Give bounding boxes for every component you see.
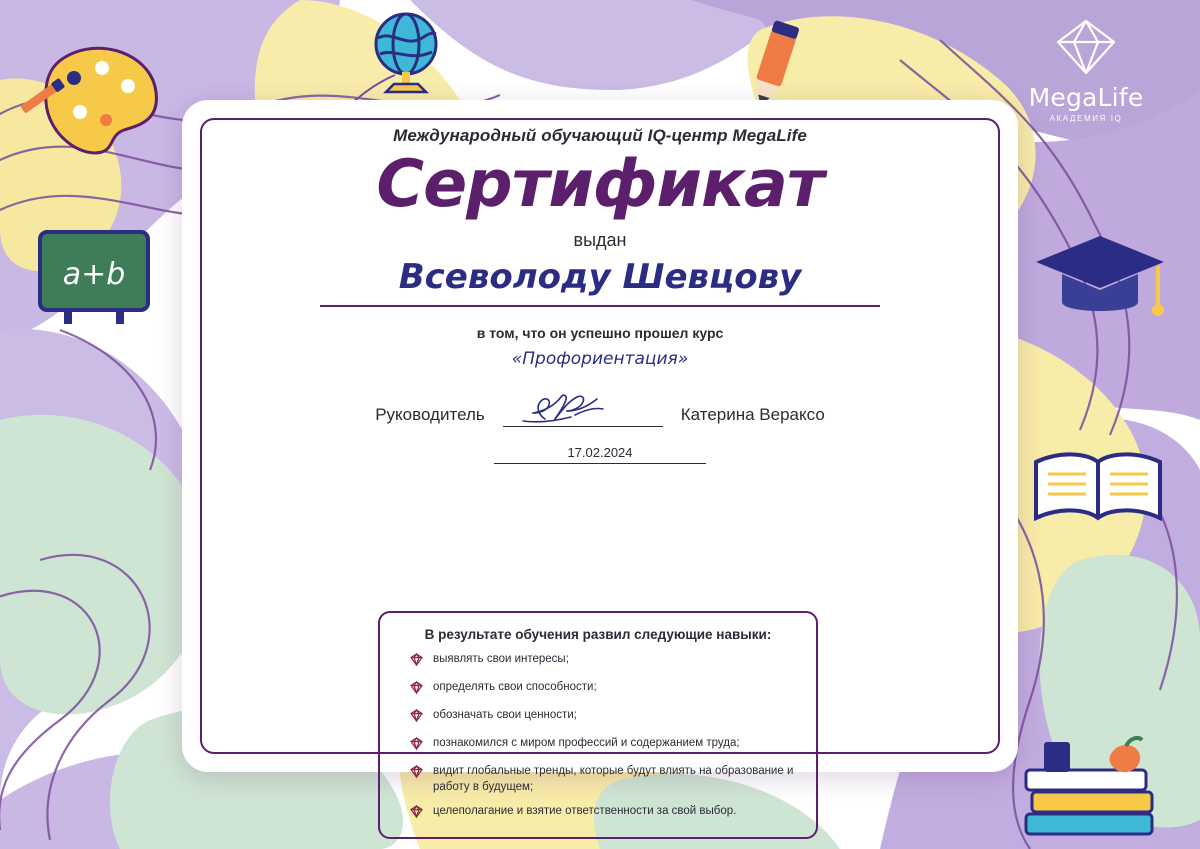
svg-text:a+b: a+b	[62, 257, 126, 292]
recipient-underline	[320, 305, 880, 307]
megalife-logo	[1016, 18, 1156, 128]
course-name: «Профориентация»	[511, 349, 689, 370]
list-item	[410, 680, 798, 699]
signature-underline	[503, 426, 663, 428]
skills-box	[378, 611, 818, 839]
date-underline	[494, 463, 706, 465]
signature-slot	[503, 393, 663, 427]
course-intro-text: в том, что он успешно прошел курс	[476, 325, 724, 342]
certificate-content	[182, 100, 1018, 464]
organization-line: Международный обучающий IQ-центр MegaLife	[393, 126, 807, 145]
logo-subtitle: АКАДЕМИЯ IQ	[1049, 114, 1123, 123]
logo-wordmark	[1016, 83, 1156, 112]
skill-text: познакомился с миром профессий и содержанием труда;	[433, 737, 740, 749]
logo-word-mega: Mega	[1028, 83, 1098, 112]
skill-text: обозначать свои ценности;	[433, 709, 577, 721]
skill-text: целеполагание и взятие ответственности за свой выбор.	[433, 805, 737, 818]
issue-date: 17.02.2024	[567, 445, 633, 461]
list-item	[410, 652, 798, 671]
logo-word-life: Life	[1097, 83, 1144, 112]
date-slot	[494, 445, 706, 464]
diamond-bullet-icon	[410, 653, 423, 671]
page-title: Сертификат	[376, 147, 824, 222]
skill-text: определять свои способности;	[433, 681, 597, 693]
signature-role-label: Руководитель	[375, 405, 485, 425]
diamond-bullet-icon	[410, 681, 423, 699]
signature-person-name: Катерина Вераксо	[680, 405, 825, 425]
diamond-logo-icon	[1016, 18, 1156, 81]
diamond-bullet-icon	[410, 709, 423, 727]
signature-row	[234, 393, 966, 427]
issued-label: выдан	[573, 230, 627, 251]
skill-text: видит глобальные тренды, которые будут влиять на образование и работу в будущем;	[433, 765, 794, 793]
diamond-bullet-icon	[410, 805, 423, 823]
diamond-bullet-icon	[410, 737, 423, 755]
skill-text: выявлять свои интересы;	[433, 653, 569, 665]
certificate-card	[182, 100, 1018, 818]
list-item	[410, 764, 798, 795]
diamond-bullet-icon	[410, 765, 423, 783]
list-item	[410, 708, 798, 727]
list-item	[410, 804, 798, 823]
recipient-name: Всеволоду Шевцову	[398, 257, 802, 298]
skills-heading: В результате обучения развил следующие навыки:	[424, 627, 772, 642]
list-item	[410, 736, 798, 755]
